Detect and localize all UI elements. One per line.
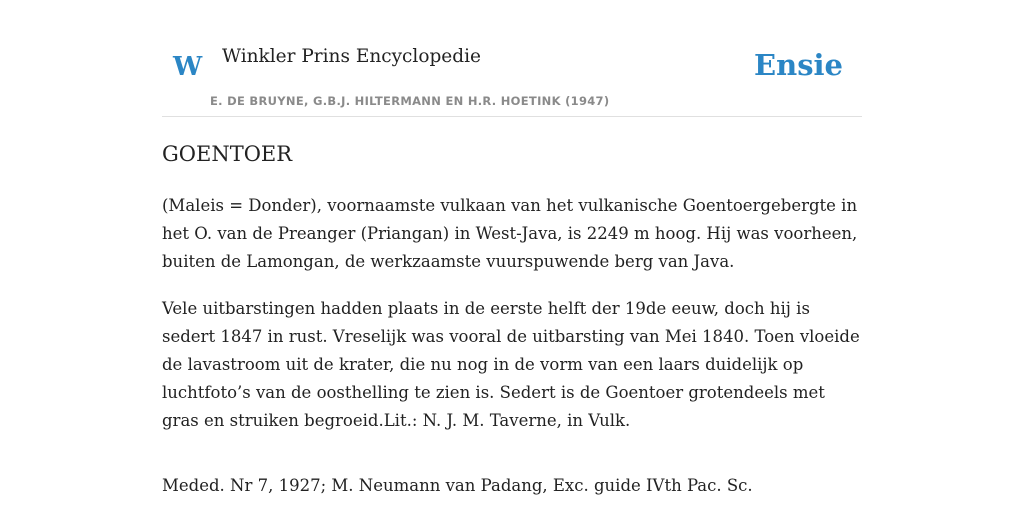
site-header	[162, 0, 862, 117]
publication-title[interactable]: Winkler Prins Encyclopedie	[222, 46, 481, 67]
ensie-brand-logo[interactable]: Ensie	[754, 48, 843, 82]
entry-body	[162, 192, 862, 519]
entry-paragraph: Meded. Nr 7, 1927; M. Neumann van Padang, Exc. guide IVth Pac. Sc.	[162, 476, 753, 495]
winkler-prins-logo-icon[interactable]: W	[173, 52, 203, 82]
entry-title: GOENTOER	[162, 142, 293, 166]
page	[162, 0, 862, 495]
publication-authors: E. DE BRUYNE, G.B.J. HILTERMANN EN H.R. HOETINK (1947)	[210, 94, 610, 108]
entry-paragraph: Vele uitbarstingen hadden plaats in de eerste helft der 19de eeuw, doch hij is sedert 1847 in rust. Vreselijk was vooral de uitbarsting van Mei 1840. Toen vloeide de lavastroom uit de krater, die nu nog in de vorm van een laars duidelijk op luchtfoto’s van de oosthelling te zien is. Sedert is de Goentoer grotendeels met gras en struiken begroeid.Lit.: N. J. M. Taverne, in Vulk.	[162, 299, 860, 430]
entry-paragraph: (Maleis = Donder), voornaamste vulkaan van het vulkanische Goentoergebergte in het O. van de Preanger (Priangan) in West-Java, is 2249 m hoog. Hij was voorheen, buiten de Lamongan, de werkzaamste vuurspuwende berg van Java.	[162, 196, 858, 271]
